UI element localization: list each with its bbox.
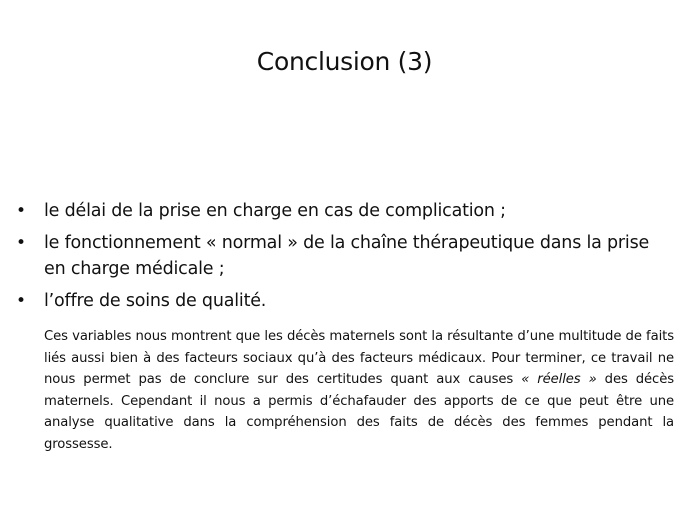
paragraph-emphasis: « réelles » (521, 372, 597, 387)
slide-title: Conclusion (3) (256, 47, 433, 76)
bullet-text: le délai de la prise en charge en cas de complication ; (44, 201, 506, 221)
bullet-item-therapeutic-chain (0, 230, 664, 282)
paragraph-text-part2: des décès maternels. Cependant il nous a permis d’échafauder des apports de ce que peut être une analyse qualitative dans la compréhension des faits de décès des femmes pendant la grossesse. (44, 372, 674, 452)
paragraph-text-part1: Ces variables nous montrent que les décès maternels sont la résultante d’une multitude de faits liés aussi bien à des facteurs sociaux qu’à des facteurs médicaux. Pour terminer, ce travail ne nous permet pas de conclure sur des certitudes quant aux causes (44, 329, 674, 387)
bullet-text: le fonctionnement « normal » de la chaîne thérapeutique dans la prise en charge médicale ; (44, 233, 650, 279)
bullet-dot-icon: • (16, 233, 26, 253)
conclusion-paragraph (44, 326, 674, 455)
bullet-item-quality-care (0, 288, 664, 314)
bullet-dot-icon: • (16, 291, 26, 311)
bullet-list (0, 198, 689, 320)
bullet-item-delay (0, 198, 664, 224)
bullet-text: l’offre de soins de qualité. (44, 291, 267, 311)
bullet-dot-icon: • (16, 201, 26, 221)
